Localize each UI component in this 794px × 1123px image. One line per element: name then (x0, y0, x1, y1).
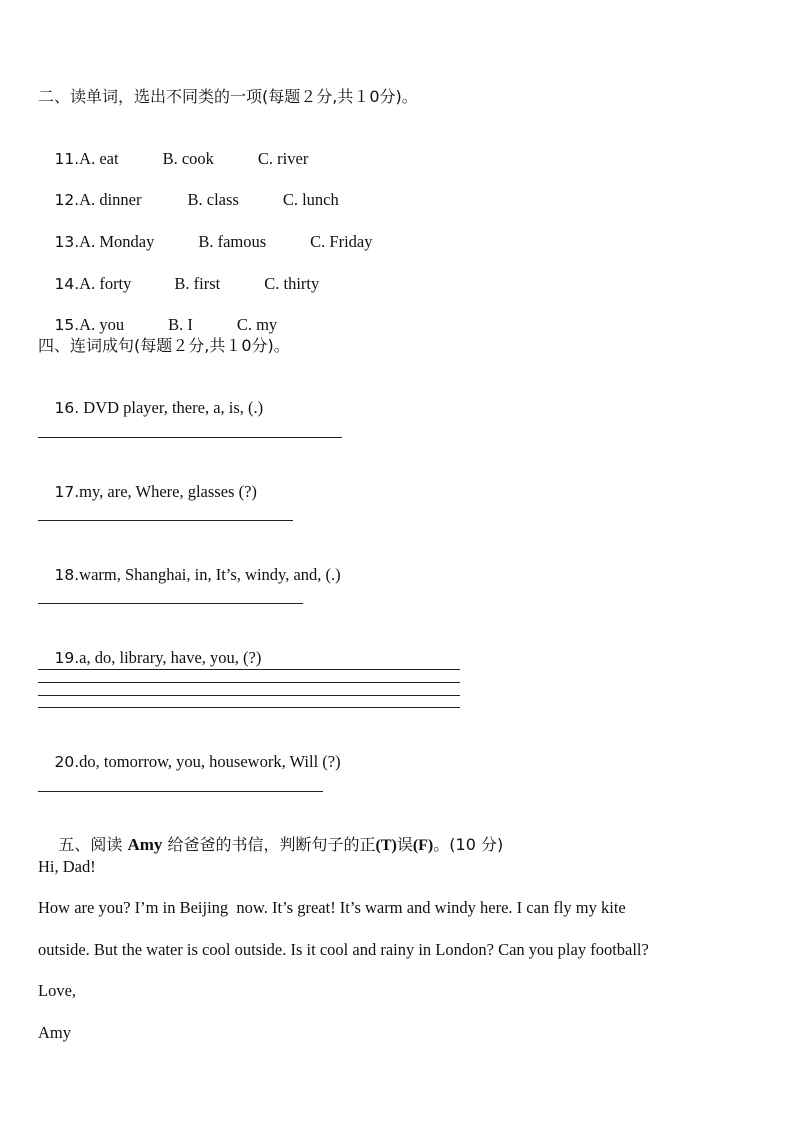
option-a: A. eat (79, 149, 119, 168)
heading-true-mark: (T) (375, 837, 397, 854)
option-c: C. lunch (282, 190, 339, 209)
letter-greeting: Hi, Dad! (38, 857, 96, 876)
heading-middle: 给爸爸的书信，判断句子的正 (162, 835, 376, 854)
answer-line-18[interactable] (38, 603, 303, 604)
question-number: 20. (54, 753, 80, 771)
answer-line-19[interactable] (38, 682, 460, 683)
option-c: C. river (257, 149, 309, 168)
section-4-heading: 四、连词成句(每题２分,共１0分)。 (38, 336, 290, 355)
option-b: B. class (187, 190, 239, 209)
answer-line-17[interactable] (38, 520, 293, 521)
answer-line-19[interactable] (38, 695, 460, 696)
question-number: 18. (54, 566, 80, 584)
section-2-heading: 二、读单词，选出不同类的一项(每题２分,共１0分)。 (38, 87, 418, 106)
question-number: 14. (54, 275, 80, 293)
question-17 (38, 462, 257, 522)
question-16 (38, 378, 263, 438)
answer-line-19[interactable] (38, 669, 460, 670)
question-words: a, do, library, have, you, (?) (79, 648, 262, 667)
option-a: A. dinner (79, 190, 142, 209)
question-words: warm, Shanghai, in, It’s, windy, and, (.) (79, 565, 341, 584)
question-number: 15. (54, 316, 80, 334)
answer-line-19[interactable] (38, 707, 460, 708)
letter-line-1: How are you? I’m in Beijing now. It’s great! It’s warm and windy here. I can fly my kite (38, 898, 626, 917)
option-a: A. Monday (79, 232, 155, 251)
question-19 (38, 628, 261, 688)
option-a: A. forty (79, 274, 132, 293)
question-number: 13. (54, 233, 80, 251)
option-a: A. you (79, 315, 125, 334)
question-number: 17. (54, 483, 80, 501)
option-c: C. thirty (264, 274, 320, 293)
section-5-heading (38, 815, 503, 876)
question-number: 11. (54, 150, 80, 168)
heading-name: Amy (127, 835, 163, 854)
answer-line-16[interactable] (38, 437, 342, 438)
letter-line-2: outside. But the water is cool outside. Is it cool and rainy in London? Can you play football? (38, 940, 649, 959)
heading-suffix: 。(10 分) (433, 835, 504, 854)
option-b: B. first (174, 274, 221, 293)
option-c: C. my (236, 315, 278, 334)
option-c: C. Friday (310, 232, 373, 251)
letter-signature: Amy (38, 1023, 71, 1042)
letter-closing: Love, (38, 981, 77, 1000)
question-number: 12. (54, 191, 80, 209)
question-words: do, tomorrow, you, housework, Will (?) (79, 752, 341, 771)
heading-prefix: 五、阅读 (58, 835, 128, 854)
option-b: B. I (168, 315, 193, 334)
question-20 (38, 732, 341, 792)
option-b: B. cook (162, 149, 214, 168)
heading-false-mark: (F) (412, 837, 434, 854)
question-number: 16. (54, 399, 80, 417)
question-words: my, are, Where, glasses (?) (79, 482, 257, 501)
question-words: DVD player, there, a, is, (.) (79, 398, 264, 417)
option-b: B. famous (198, 232, 267, 251)
question-number: 19. (54, 649, 80, 667)
question-18 (38, 545, 341, 605)
answer-line-20[interactable] (38, 791, 323, 792)
heading-middle-2: 误 (396, 835, 413, 854)
